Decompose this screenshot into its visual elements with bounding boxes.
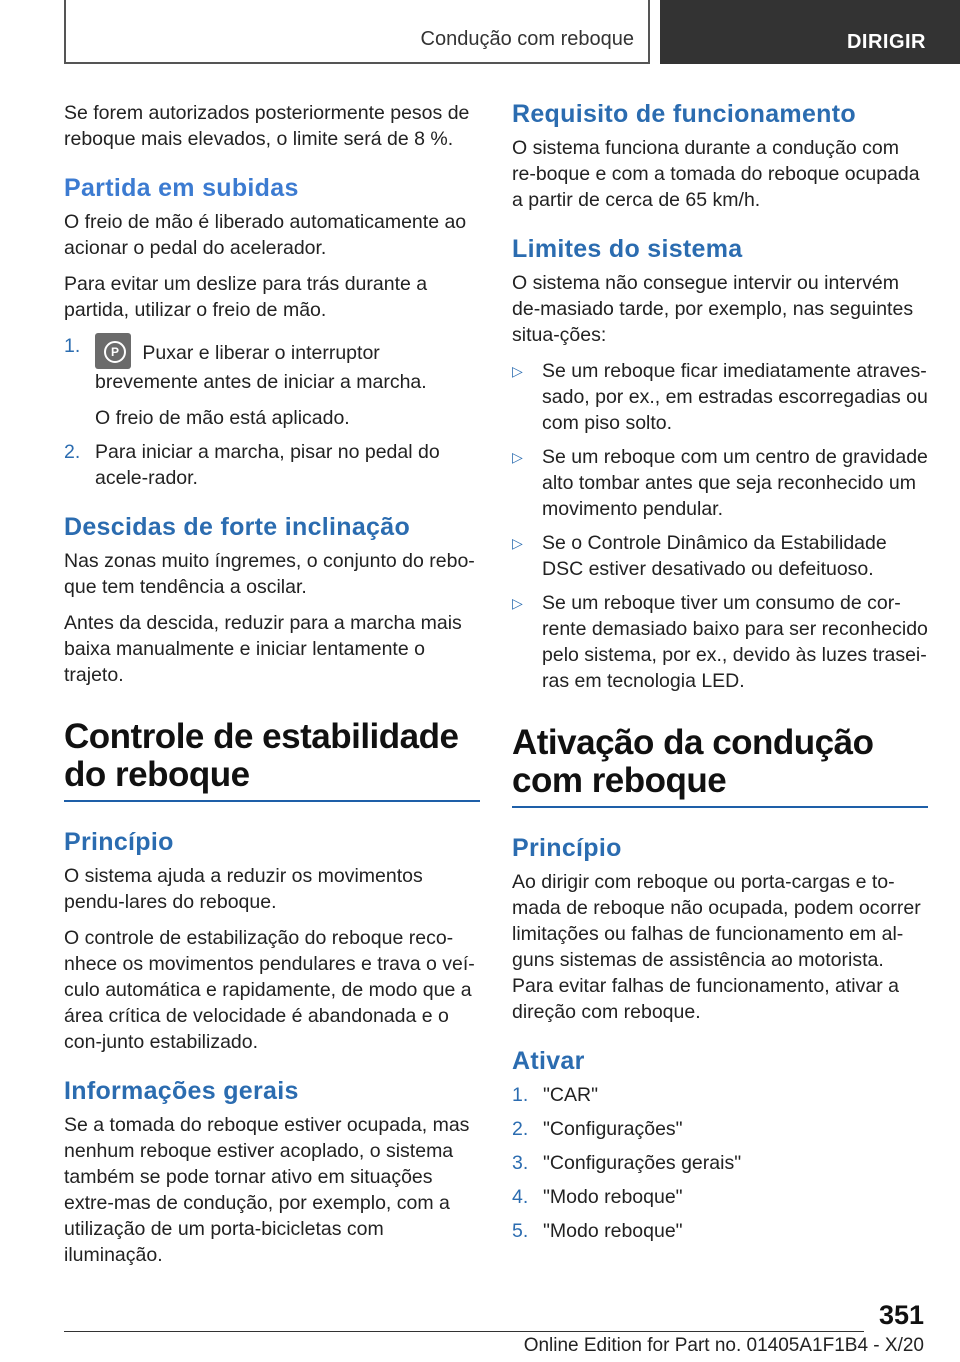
partida-steps (64, 333, 480, 491)
heading-partida: Partida em subidas (64, 174, 299, 202)
footer-edition: Online Edition for Part no. 01405A1F1B4 - X/20 (523, 1335, 924, 1356)
step-number: 4. (512, 1186, 529, 1208)
list-item (512, 444, 928, 522)
step-text: "Modo reboque" (543, 1220, 683, 1242)
page-number: 351 (878, 1300, 924, 1330)
list-item (512, 358, 928, 436)
bullet-text: Se um reboque com um centro de gravidade alto tombar antes que seja reconhecido um movimento pendular. (542, 446, 928, 520)
parking-brake-glyph: P (104, 341, 126, 363)
step-text: "CAR" (543, 1084, 599, 1106)
heading-rule (512, 806, 928, 808)
section-label (660, 0, 960, 64)
heading-descidas: Descidas de forte inclinação (64, 513, 411, 541)
bullet-text: Se um reboque ficar imediatamente atraves-sado, por ex., em estradas escorregadias ou com piso solto. (542, 360, 928, 434)
step-number: 3. (512, 1152, 529, 1174)
heading-controle: Controle de estabilidade do reboque (64, 717, 459, 794)
bullet-text: Se um reboque tiver um consumo de cor-rente demasiado baixo para ser reconhecido pelo sistema, por ex., devido às luzes trasei-ras em tecnologia LED. (542, 592, 928, 692)
heading-principio-2: Princípio (512, 834, 622, 862)
right-column (512, 100, 928, 1254)
list-item (512, 1184, 928, 1210)
ativacao-paragraph: Ao dirigir com reboque ou porta-cargas e to-mada de reboque não ocupada, podem ocorrer limitações ou falhas de funcionamento em al-guns sistemas de assistência ao motorista. Para evitar falhas de funcionamento, ativar a direção com reboque. (512, 871, 921, 1023)
section-label-text: DIRIGIR (846, 31, 926, 53)
triangle-bullet-icon: ▷ (512, 449, 523, 465)
principio-paragraph-1: O sistema ajuda a reduzir os movimentos pendu-lares do reboque. (64, 865, 423, 913)
triangle-bullet-icon: ▷ (512, 363, 523, 379)
intro-paragraph: Se forem autorizados posteriormente pesos de reboque mais elevados, o limite será de 8 %. (64, 102, 470, 150)
chapter-title: Condução com reboque (420, 28, 634, 50)
step-text: "Configurações gerais" (543, 1152, 742, 1174)
heading-principio: Princípio (64, 828, 174, 856)
bullet-text: Se o Controle Dinâmico da Estabilidade DSC estiver desativado ou defeituoso. (542, 532, 887, 580)
list-item (512, 590, 928, 694)
list-item (64, 333, 480, 431)
list-item (512, 530, 928, 582)
step-number: 2. (64, 441, 81, 463)
list-item (512, 1150, 928, 1176)
descidas-paragraph-1: Nas zonas muito íngremes, o conjunto do rebo-que tem tendência a oscilar. (64, 550, 475, 598)
left-column (64, 100, 480, 1278)
partida-paragraph-2: Para evitar um deslize para trás durante a partida, utilizar o freio de mão. (64, 273, 428, 321)
step-text: Puxar e liberar o interruptor brevemente antes de iniciar a marcha. (95, 342, 427, 393)
parking-brake-icon (95, 333, 131, 369)
heading-limites: Limites do sistema (512, 235, 743, 263)
heading-ativar: Ativar (512, 1047, 585, 1075)
limites-bullets (512, 358, 928, 694)
step-number: 1. (64, 335, 81, 357)
list-item (64, 439, 480, 491)
requisito-paragraph: O sistema funciona durante a condução com re-boque e com a tomada do reboque ocupada a partir de cerca de 65 km/h. (512, 137, 920, 211)
heading-rule (64, 800, 480, 802)
step-text: "Modo reboque" (543, 1186, 683, 1208)
informacoes-paragraph: Se a tomada do reboque estiver ocupada, mas nenhum reboque estiver acoplado, o sistema também se pode tornar ativo em situações extre-mas de condução, por exemplo, com a utilização de um porta-bicicletas com iluminação. (64, 1114, 470, 1266)
triangle-bullet-icon: ▷ (512, 595, 523, 611)
principio-paragraph-2: O controle de estabilização do reboque reco-nhece os movimentos pendulares e trava o veí-culo automática e rapidamente, de modo que a área crítica de velocidade é abandonada e o con-junto estabilizado. (64, 927, 475, 1053)
triangle-bullet-icon: ▷ (512, 535, 523, 551)
step-text: "Configurações" (543, 1118, 683, 1140)
step-text: Para iniciar a marcha, pisar no pedal do acele-rador. (95, 441, 440, 489)
descidas-paragraph-2: Antes da descida, reduzir para a marcha mais baixa manualmente e iniciar lentamente o trajeto. (64, 612, 462, 686)
footer-rule (64, 1331, 864, 1332)
list-item (512, 1082, 928, 1108)
heading-informacoes: Informações gerais (64, 1077, 299, 1105)
step-subtext: O freio de mão está aplicado. (95, 407, 350, 429)
list-item (512, 1116, 928, 1142)
step-number: 5. (512, 1220, 529, 1242)
limites-paragraph: O sistema não consegue intervir ou intervém de-masiado tarde, por exemplo, nas seguintes situa-ções: (512, 272, 914, 346)
heading-ativacao: Ativação da condução com reboque (512, 723, 874, 800)
ativar-steps (512, 1082, 928, 1244)
step-number: 1. (512, 1084, 529, 1106)
heading-requisito: Requisito de funcionamento (512, 100, 856, 128)
step-number: 2. (512, 1118, 529, 1140)
list-item (512, 1218, 928, 1244)
partida-paragraph-1: O freio de mão é liberado automaticamente ao acionar o pedal do acelerador. (64, 211, 467, 259)
